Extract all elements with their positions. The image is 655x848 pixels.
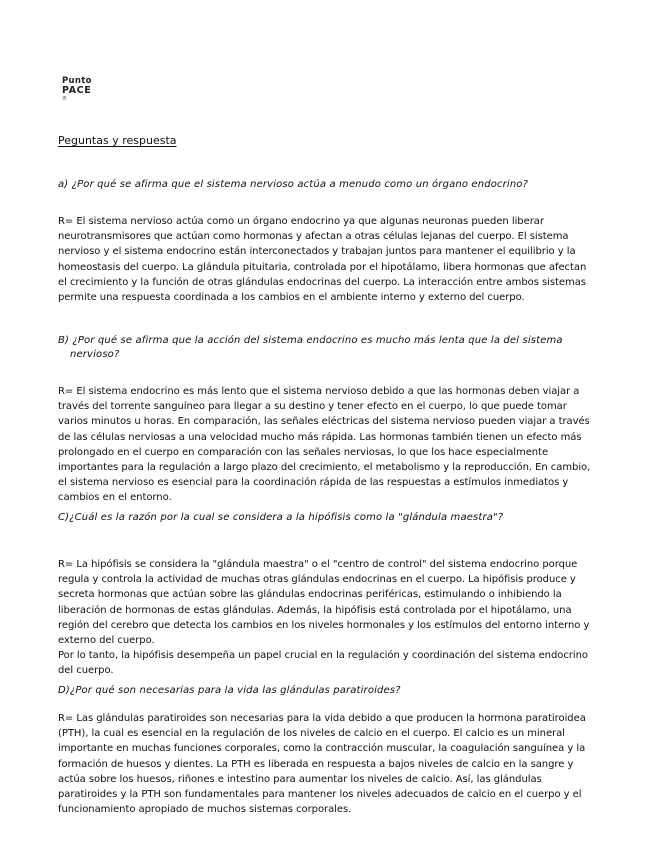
answer-a-text: R= El sistema nervioso actúa como un órgano endocrino ya que algunas neuronas pueden liberar neurotransmisores que actúan como hormonas y afectan a otras células lejanas del cuerpo. El sistema nervioso y el sistema endocrino están interconectados y trabajan juntos para mantener el equilibrio y la homeostasis del cuerpo. La glándula pituitaria, controlada por el hipotálamo, libera hormonas que afectan el crecimiento y la función de otras glándulas endocrinas del cuerpo. La interacción entre ambos sistemas permite una respuesta coordinada a los cambios en el ambiente interno y externo del cuerpo. xyxy=(58,216,587,304)
question-b: B) ¿Por qué se afirma que la acción del sistema endocrino es mucho más lenta que la del sistema nervioso? xyxy=(58,335,563,360)
page-title: Peguntas y respuesta xyxy=(58,134,177,147)
answer-c-conclusion: Por lo tanto, la hipófisis desempeña un papel crucial en la regulación y coordinación del sistema endocrino del cuerpo. xyxy=(58,650,588,677)
answer-c xyxy=(58,557,598,679)
answer-c-text: R= La hipófisis se considera la "glándula maestra" o el "centro de control" del sistema endocrino porque regula y controla la actividad de muchas otras glándulas endocrinas en el cuerpo. La hipófisis produce y secreta hormonas que actúan sobre las glándulas endocrinas periféricas, estimulando o inhibiendo la liberación de hormonas de estas glándulas. Además, la hipófisis está controlada por el hipotálamo, una región del cerebro que detecta los cambios en los niveles hormonales y los estímulos del entorno interno y externo del cuerpo. xyxy=(58,559,590,647)
question-a: a) ¿Por qué se afirma que el sistema nervioso actúa a menudo como un órgano endocrino? xyxy=(58,179,529,190)
answer-d xyxy=(58,711,598,817)
answer-b-text: R= El sistema endocrino es más lento que el sistema nervioso debido a que las hormonas deben viajar a través del torrente sanguíneo para llegar a su destino y tener efecto en el cuerpo, lo que puede tomar varios minutos u horas. En comparación, las señales eléctricas del sistema nervioso pueden viajar a través de las células nerviosas a una velocidad mucho más rápida. Las hormonas también tienen un efecto más prolongado en el cuerpo en comparación con las señales nerviosas, lo que los hace especialmente importantes para la regulación a largo plazo del crecimiento, el metabolismo y la reproducción. En cambio, el sistema nervioso es esencial para la coordinación rápida de las respuestas a estímulos inmediatos y cambios en el entorno. xyxy=(58,386,591,504)
logo-registered-mark: ® xyxy=(62,96,67,102)
answer-b xyxy=(58,384,598,506)
punto-pace-logo xyxy=(62,76,118,104)
question-d: D)¿Por qué son necesarias para la vida las glándulas paratiroides? xyxy=(58,685,401,696)
logo-line-2: PACE xyxy=(62,85,92,96)
question-c: C)¿Cuál es la razón por la cual se considera a la hipófisis como la "glándula maestra"? xyxy=(58,512,504,523)
logo-line-1: Punto xyxy=(62,76,92,86)
answer-a xyxy=(58,214,598,305)
answer-d-text: R= Las glándulas paratiroides son necesarias para la vida debido a que producen la hormona paratiroidea (PTH), la cual es esencial en la regulación de los niveles de calcio en el cuerpo. El calcio es un mineral importante en muchas funciones corporales, como la contracción muscular, la coagulación sanguínea y la formación de huesos y dientes. La PTH es liberada en respuesta a bajos niveles de calcio en la sangre y actúa sobre los huesos, riñones e intestino para aumentar los niveles de calcio. Así, las glándulas paratiroides y la PTH son fundamentales para mantener los niveles adecuados de calcio en el cuerpo y el funcionamiento apropiado de muchos sistemas corporales. xyxy=(58,713,586,816)
